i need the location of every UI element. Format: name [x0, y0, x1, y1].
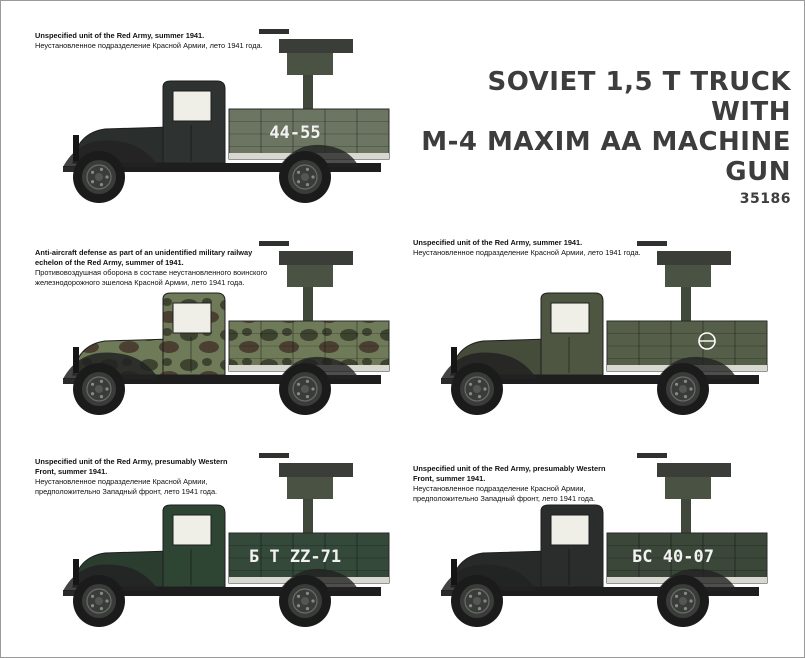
- wheel-nut: [297, 383, 300, 386]
- rear-wheel: [279, 363, 331, 415]
- bed-tactical-number: 44-55: [269, 123, 321, 143]
- wheel-nut: [306, 607, 309, 610]
- radiator-grille: [73, 559, 79, 585]
- wheel-hub: [95, 597, 103, 605]
- wheel-nut: [306, 592, 309, 595]
- wheel-nut: [306, 183, 309, 186]
- wheel-hub: [301, 173, 309, 181]
- gun-barrel: [637, 453, 667, 458]
- wheel-nut: [91, 595, 94, 598]
- wheel-nut: [100, 592, 103, 595]
- profile-5-caption-en: Unspecified unit of the Red Army, presumably Western Front, summer 1941.: [413, 464, 606, 483]
- wheel-nut: [105, 387, 108, 390]
- front-wheel: [73, 151, 125, 203]
- wheel-nut: [483, 387, 486, 390]
- wheel-nut: [100, 168, 103, 171]
- machine-gun-body: [279, 39, 353, 53]
- profile-3-caption-en: Unspecified unit of the Red Army, summer 1941.: [413, 238, 583, 247]
- machine-gun-body: [657, 463, 731, 477]
- ammo-box: [665, 477, 711, 499]
- wheel-nut: [469, 604, 472, 607]
- profile-1-caption-ru: Неустановленное подразделение Красной Армии, лето 1941 года.: [35, 41, 263, 50]
- wheel-nut: [675, 392, 678, 395]
- wheel-nut: [478, 607, 481, 610]
- wheel-nut: [675, 383, 678, 386]
- gun-post: [303, 75, 313, 111]
- wheel-nut: [478, 395, 481, 398]
- wheel-nut: [105, 599, 108, 602]
- truck-profile-5: [437, 449, 777, 635]
- radiator-grille: [73, 347, 79, 373]
- cab-window: [551, 303, 589, 333]
- wheel-hub: [679, 597, 687, 605]
- truck-profile-4: [59, 449, 399, 635]
- wheel-hub: [95, 385, 103, 393]
- machine-gun-body: [279, 463, 353, 477]
- profile-4-caption-ru: Неустановленное подразделение Красной Армии, предположительно Западный фронт, лето 1941 года.: [35, 477, 218, 496]
- machine-gun-body: [279, 251, 353, 265]
- wheel-nut: [689, 599, 692, 602]
- wheel-nut: [91, 383, 94, 386]
- wheel-nut: [311, 175, 314, 178]
- sheet-title: [401, 67, 791, 209]
- wheel-nut: [483, 599, 486, 602]
- wheel-nut: [306, 395, 309, 398]
- profile-1-caption-en: Unspecified unit of the Red Army, summer 1941.: [35, 31, 205, 40]
- gun-post: [303, 499, 313, 535]
- wheel-nut: [311, 599, 314, 602]
- front-wheel: [73, 363, 125, 415]
- wheel-nut: [306, 380, 309, 383]
- rear-wheel: [657, 363, 709, 415]
- truck-profile-3: [437, 237, 777, 423]
- front-wheel: [451, 363, 503, 415]
- ammo-box: [287, 265, 333, 287]
- rear-wheel: [279, 575, 331, 627]
- title-line-1: SOVIET 1,5 T TRUCK WITH: [487, 67, 791, 127]
- wheel-nut: [100, 380, 103, 383]
- cab-window: [173, 303, 211, 333]
- wheel-nut: [469, 383, 472, 386]
- front-wheel: [73, 575, 125, 627]
- wheel-nut: [675, 595, 678, 598]
- wheel-hub: [95, 173, 103, 181]
- gun-post: [681, 499, 691, 535]
- wheel-nut: [469, 392, 472, 395]
- cab-window: [173, 91, 211, 121]
- cab-window: [551, 515, 589, 545]
- wheel-nut: [684, 607, 687, 610]
- radiator-grille: [451, 347, 457, 373]
- ammo-box: [287, 477, 333, 499]
- wheel-hub: [473, 385, 481, 393]
- gun-post: [303, 287, 313, 323]
- radiator-grille: [451, 559, 457, 585]
- wheel-nut: [684, 380, 687, 383]
- profile-4-caption-en: Unspecified unit of the Red Army, presumably Western Front, summer 1941.: [35, 457, 228, 476]
- wheel-nut: [91, 392, 94, 395]
- front-wheel: [451, 575, 503, 627]
- gun-post: [681, 287, 691, 323]
- truck-profile-1: [59, 25, 399, 211]
- wheel-nut: [91, 180, 94, 183]
- wheel-nut: [297, 180, 300, 183]
- wheel-nut: [469, 595, 472, 598]
- wheel-hub: [473, 597, 481, 605]
- wheel-nut: [297, 392, 300, 395]
- ammo-box: [665, 265, 711, 287]
- wheel-nut: [684, 395, 687, 398]
- gun-barrel: [259, 29, 289, 34]
- wheel-nut: [297, 171, 300, 174]
- wheel-nut: [100, 395, 103, 398]
- title-line-2: M-4 MAXIM AA MACHINE GUN: [421, 127, 791, 187]
- wheel-nut: [478, 592, 481, 595]
- gun-barrel: [259, 241, 289, 246]
- wheel-nut: [311, 387, 314, 390]
- truck-profile-2: [59, 237, 399, 423]
- wheel-nut: [306, 168, 309, 171]
- gun-barrel: [259, 453, 289, 458]
- profile-2-caption-en: Anti-aircraft defense as part of an unidentified military railway echelon of the Red Army, summer of 1941.: [35, 248, 253, 267]
- wheel-nut: [684, 592, 687, 595]
- wheel-nut: [91, 171, 94, 174]
- wheel-nut: [100, 607, 103, 610]
- rear-wheel: [657, 575, 709, 627]
- radiator-grille: [73, 135, 79, 161]
- profile-2-caption-ru: Противовоздушная оборона в составе неустановленного воинского железнодорожного эшелона Красной Армии, лето 1941 года.: [35, 268, 268, 287]
- wheel-nut: [297, 595, 300, 598]
- profile-3-caption-ru: Неустановленное подразделение Красной Армии, лето 1941 года.: [413, 248, 641, 257]
- wheel-hub: [301, 385, 309, 393]
- cab-window: [173, 515, 211, 545]
- wheel-nut: [689, 387, 692, 390]
- gun-barrel: [637, 241, 667, 246]
- profile-5-caption-ru: Неустановленное подразделение Красной Армии, предположительно Западный фронт, лето 1941 года.: [413, 484, 596, 503]
- wheel-nut: [297, 604, 300, 607]
- bed-tactical-number: БС 40-07: [632, 547, 714, 567]
- wheel-nut: [478, 380, 481, 383]
- bed-tactical-number: Б Т ZZ-71: [248, 547, 342, 567]
- wheel-hub: [679, 385, 687, 393]
- machine-gun-body: [657, 251, 731, 265]
- kit-number: 35186: [739, 191, 791, 207]
- wheel-nut: [675, 604, 678, 607]
- ammo-box: [287, 53, 333, 75]
- wheel-hub: [301, 597, 309, 605]
- wheel-nut: [105, 175, 108, 178]
- wheel-nut: [91, 604, 94, 607]
- wheel-nut: [100, 183, 103, 186]
- rear-wheel: [279, 151, 331, 203]
